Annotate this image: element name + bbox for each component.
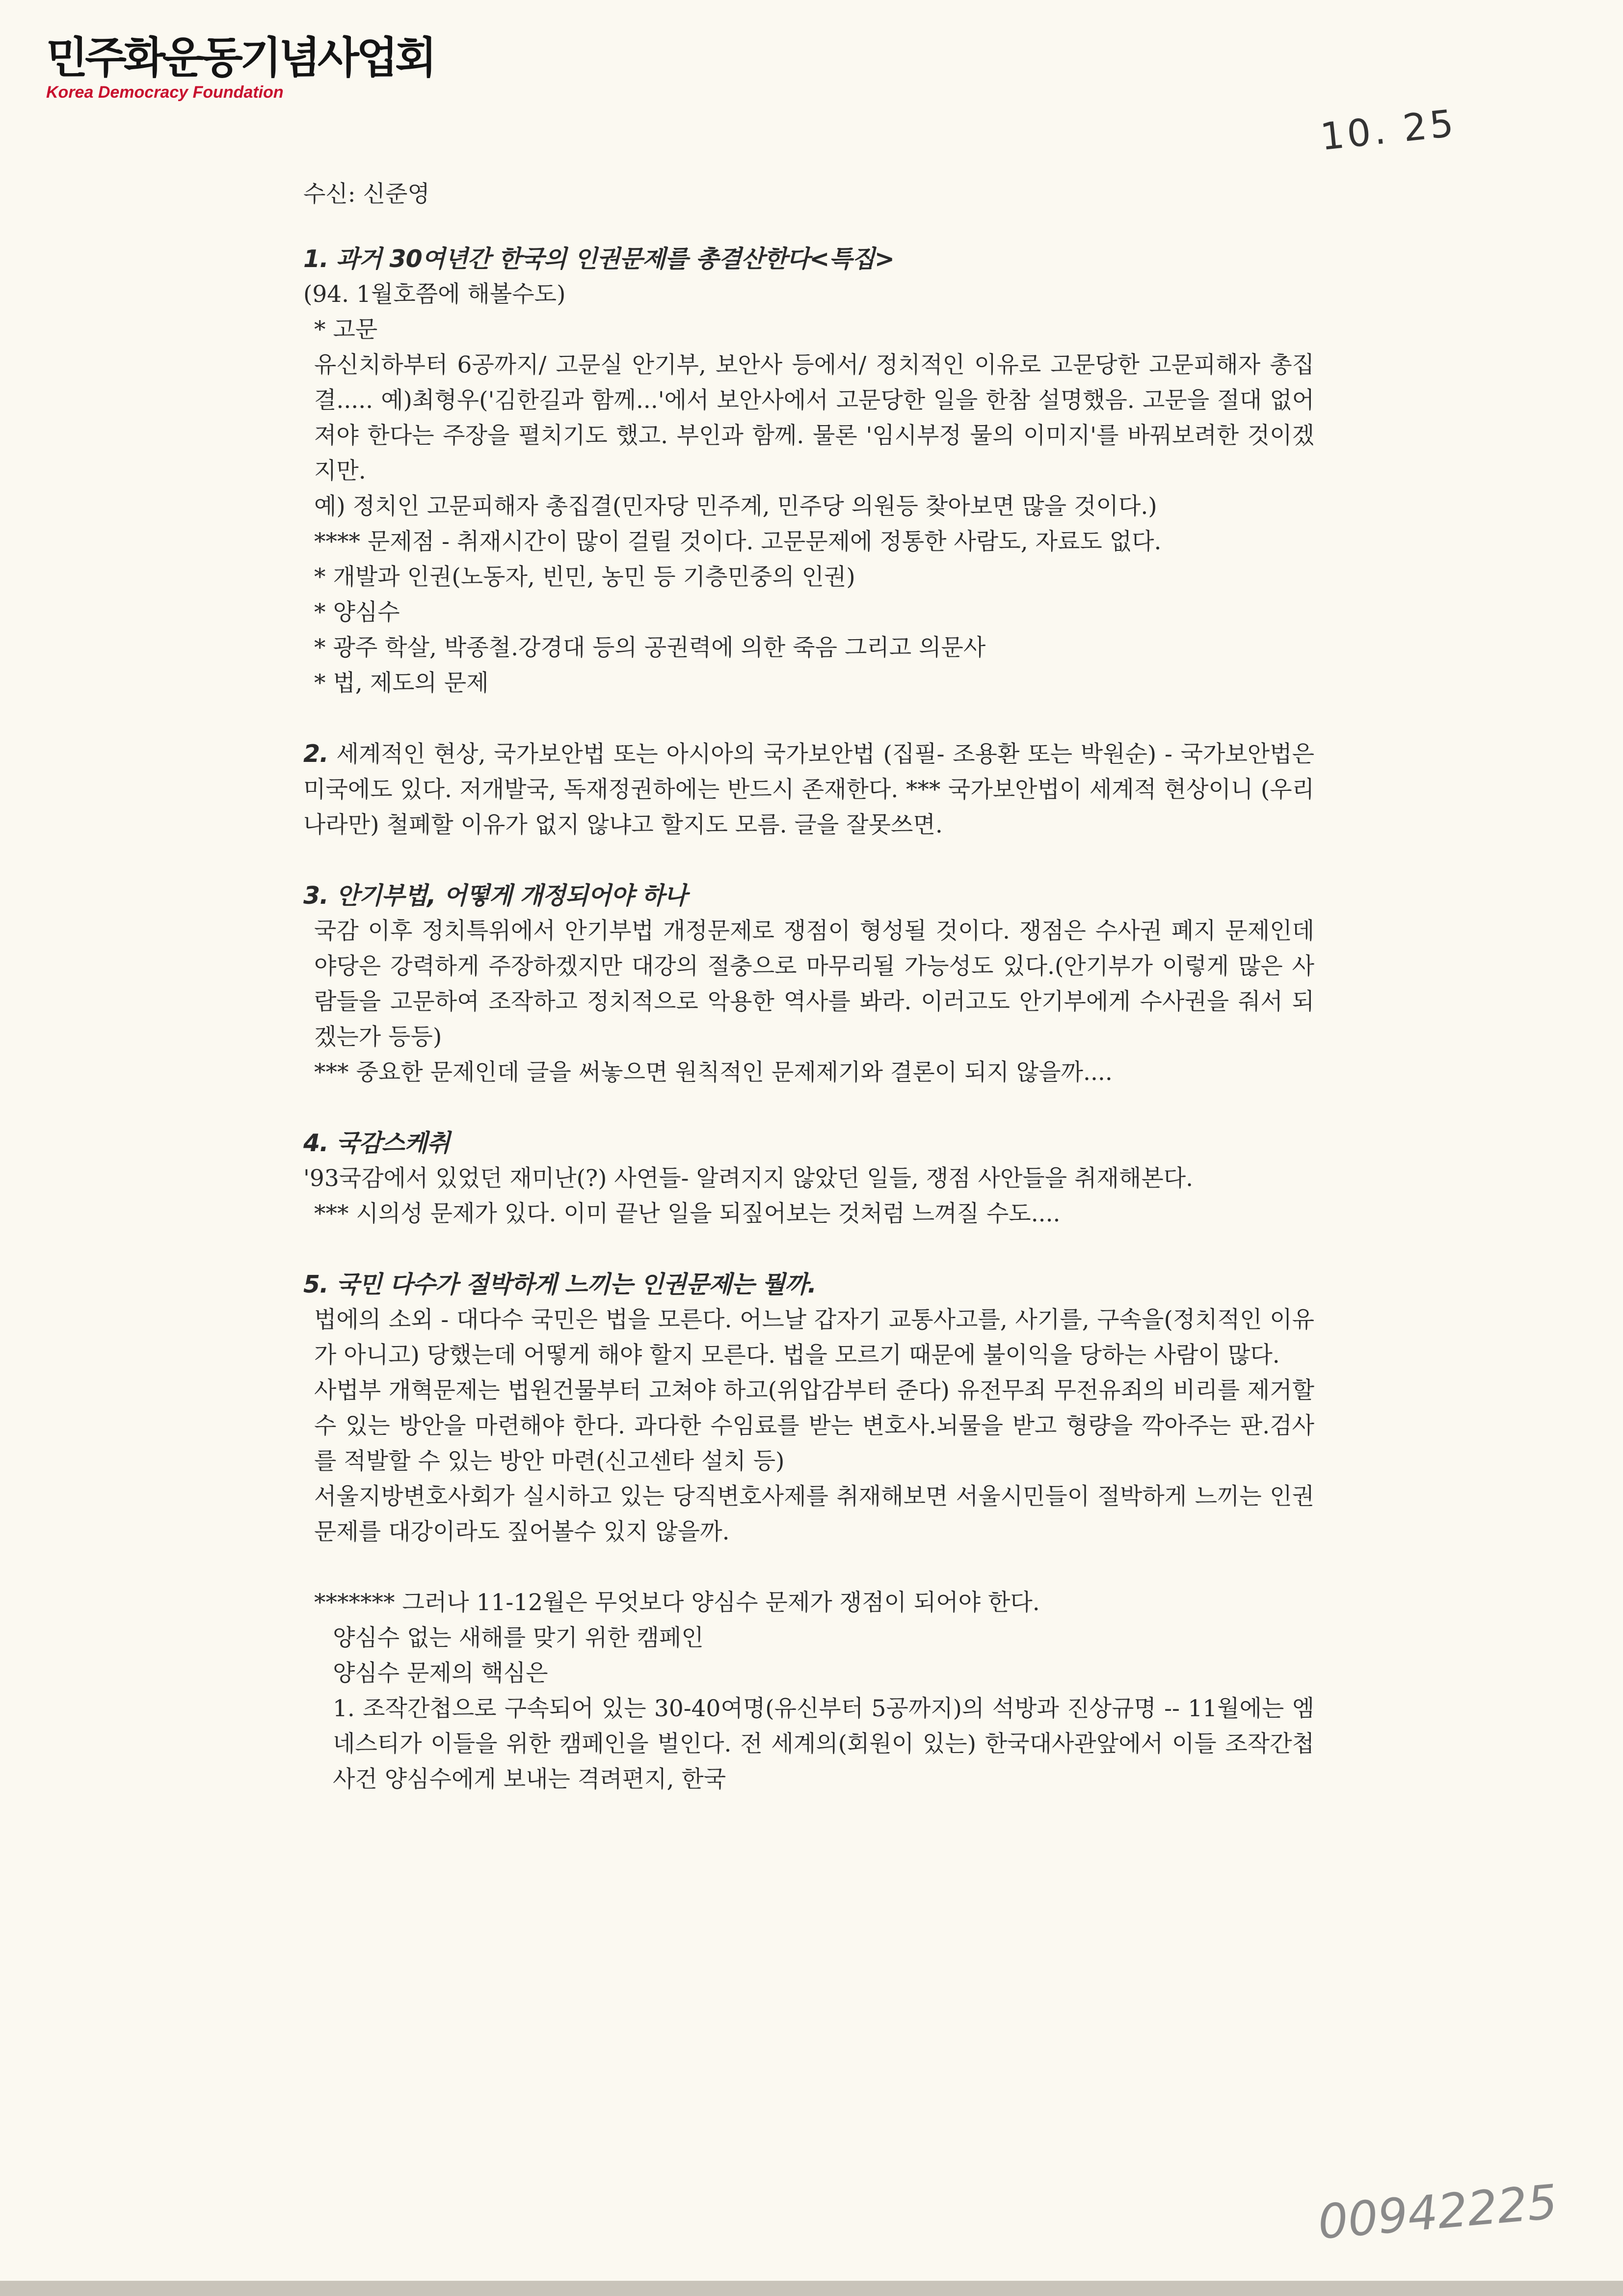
closing-line: 1. 조작간첩으로 구속되어 있는 30-40여명(유신부터 5공까지)의 석방과 진상규명 -- 11월에는 엠네스티가 이들을 위한 캠페인을 벌인다. 전 세계의(회원이 있는) 한국대사관앞에서 이들 조작간첩 사건 양심수에게 보내는 격려편지, 한국 [333,1695,1314,1793]
section-1 [303,242,1314,701]
section-3 [303,878,1314,1090]
memo-body [303,177,1314,1797]
section-heading: 4. 국감스케취 [303,1129,450,1157]
handwritten-date: 10. 25 [1318,101,1459,159]
scan-edge [0,2281,1623,2296]
section-line: * 양심수 [314,599,400,626]
section-4 [303,1126,1314,1232]
closing-line: ******* 그러나 11-12월은 무엇보다 양심수 문제가 쟁점이 되어야 한다. [314,1589,1040,1616]
section-line: *** 시의성 문제가 있다. 이미 끝난 일을 되짚어보는 것처럼 느껴질 수도.... [314,1200,1061,1227]
section-heading: 5. 국민 다수가 절박하게 느끼는 인권문제는 뭘까. [303,1270,817,1298]
foundation-logo [46,34,434,102]
closing-line: 양심수 문제의 핵심은 [333,1660,548,1687]
section-line: 서울지방변호사회가 실시하고 있는 당직변호사제를 취재해보면 서울시민들이 절박하게 느끼는 인권문제를 대강이라도 짚어볼수 있지 않을까. [314,1483,1314,1545]
closing-block [303,1585,1314,1797]
section-line: 법에의 소외 - 대다수 국민은 법을 모른다. 어느날 갑자기 교통사고를, 사기를, 구속을(정치적인 이유가 아니고) 당했는데 어떻게 해야 할지 모른다. 법을 모르기 때문에 불이익을 당하는 사람이 많다. [314,1306,1314,1369]
section-line [303,736,1314,843]
section-line: * 고문 [314,316,378,343]
section-2 [303,736,1314,843]
section-line: 국감 이후 정치특위에서 안기부법 개정문제로 쟁점이 형성될 것이다. 쟁점은 수사권 폐지 문제인데 야당은 강력하게 주장하겠지만 대강의 절충으로 마무리될 가능성도 있다.(안기부가 이렇게 많은 사람들을 고문하여 조작하고 정치적으로 악용한 역사를 봐라. 이러고도 안기부에게 수사권을 줘서 되겠는가 등등) [314,918,1314,1051]
section-5 [303,1267,1314,1550]
section-line: '93국감에서 있었던 재미난(?) 사연들- 알려지지 않았던 일들, 쟁점 사안들을 취재해본다. [303,1165,1194,1192]
section-text: 세계적인 현상, 국가보안법 또는 아시아의 국가보안법 (집필- 조용환 또는 박원순) - 국가보안법은 미국에도 있다. 저개발국, 독재정권하에는 반드시 존재한다. *** 국가보안법이 세계적 현상이니 (우리나라만) 철폐할 이유가 없지 않냐고 할지도 모름. 글을 잘못쓰면. [303,741,1314,838]
section-line: * 광주 학살, 박종철.강경대 등의 공권력에 의한 죽음 그리고 의문사 [314,634,986,661]
logo-english-text: Korea Democracy Foundation [46,83,284,102]
section-line: *** 중요한 문제인데 글을 써놓으면 원칙적인 문제제기와 결론이 되지 않을까.... [314,1059,1113,1086]
section-heading: 3. 안기부법, 어떻게 개정되어야 하나 [303,882,687,910]
recipient-line: 수신: 신준영 [303,181,430,208]
section-heading: 1. 과거 30여년간 한국의 인권문제를 총결산한다<특집> [303,245,894,273]
section-line: 예) 정치인 고문피해자 총집결(민자당 민주계, 민주당 의원등 찾아보면 많을 것이다.) [314,493,1157,520]
handwritten-archive-id: 00942225 [1316,2174,1560,2250]
logo-korean-text: 민주화운동기념사업회 [46,32,434,83]
section-line: **** 문제점 - 취재시간이 많이 걸릴 것이다. 고문문제에 정통한 사람도, 자료도 없다. [314,528,1162,555]
section-line: * 개발과 인권(노동자, 빈민, 농민 등 기층민중의 인권) [314,564,855,591]
section-line: 유신치하부터 6공까지/ 고문실 안기부, 보안사 등에서/ 정치적인 이유로 고문당한 고문피해자 총집결..... 예)최형우('김한길과 함께...'에서 보안사에서 고문당한 일을 한참 설명했음. 고문을 절대 없어져야 한다는 주장을 펼치기도 했고. 부인과 함께. 물론 '임시부정 물의 이미지'를 바꿔보려한 것이겠지만. [314,351,1314,485]
section-line: (94. 1월호쯤에 해볼수도) [303,281,566,308]
section-heading: 2. [303,740,328,768]
section-line: * 법, 제도의 문제 [314,670,489,697]
closing-line: 양심수 없는 새해를 맞기 위한 캠페인 [333,1624,704,1651]
section-line: 사법부 개혁문제는 법원건물부터 고쳐야 하고(위압감부터 준다) 유전무죄 무전유죄의 비리를 제거할 수 있는 방안을 마련해야 한다. 과다한 수임료를 받는 변호사.뇌물을 받고 형량을 깍아주는 판.검사를 적발할 수 있는 방안 마련(신고센타 설치 등) [314,1377,1314,1475]
